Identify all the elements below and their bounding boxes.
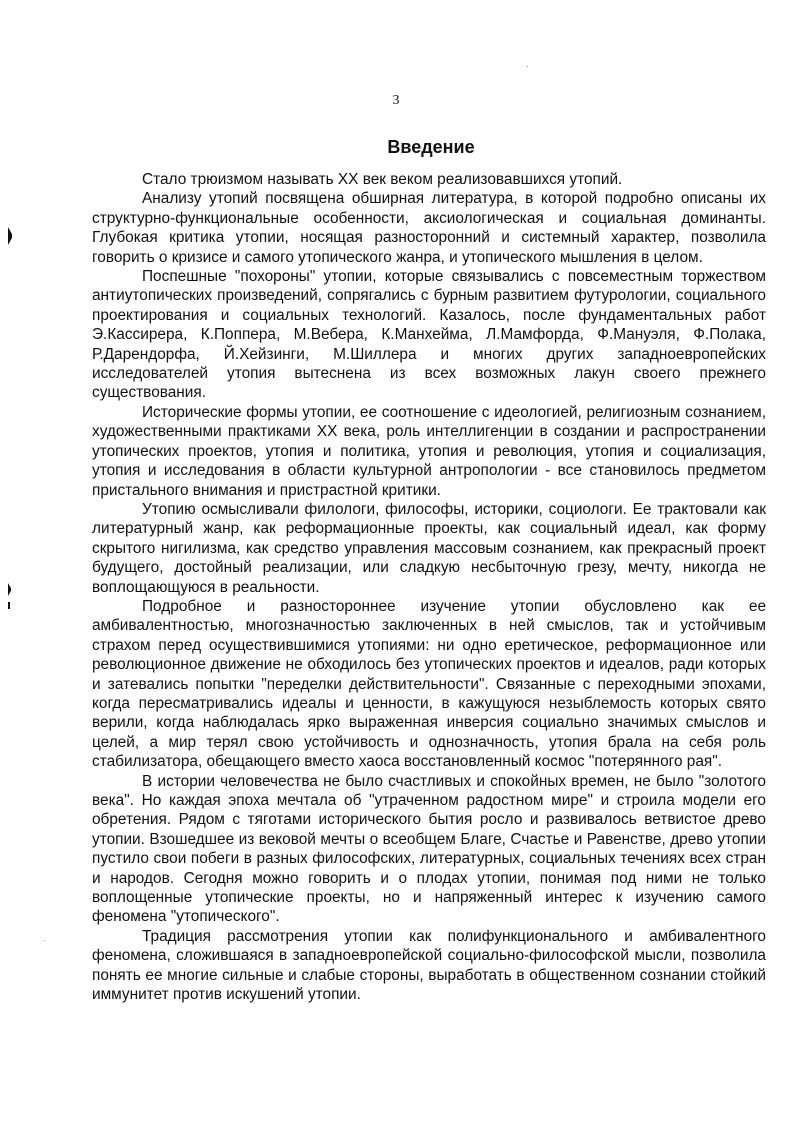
scan-speck bbox=[44, 940, 45, 941]
paragraph: Поспешные "похороны" утопии, которые связывались с повсеместным торжеством антиутопических произведений, сопрягались с бурным развитием футурологии, социального проектирования и социальных технологий. Казалось, после фундаментальных работ Э.Кассирера, К.Поппера, М.Вебера, К.Манхейма, Л.Мамфорда, Ф.Мануэля, Ф.Полака, Р.Дарендорфа, Й.Хейзинги, М.Шиллера и многих других западноевропейских исследователей утопия вытеснена из всех возможных лакун своего прежнего существования. bbox=[92, 268, 766, 402]
body-text bbox=[92, 170, 766, 1004]
paragraph: Стало трюизмом называть XX век веком реализовавшихся утопий. bbox=[142, 171, 623, 188]
page-number: 3 bbox=[392, 93, 400, 108]
paragraph: Традиция рассмотрения утопии как полифункционального и амбивалентного феномена, сложившаяся в западноевропейской социально-философской мысли, позволила понять ее многие сильные и слабые стороны, выработать в общественном сознании стойкий иммунитет против искушений утопии. bbox=[92, 927, 766, 1004]
paragraph: В истории человечества не было счастливых и спокойных времен, не было "золотого века". Но каждая эпоха мечтала об "утраченном радостном мире" и строила модели его обретения. Рядом с тяготами исторического бытия росло и развивалось ветвистое древо утопии. Взошедшее из вековой мечты о всеобщем Благе, Счастье и Равенстве, древо утопии пустило свои побеги в разных философских, литературных, социальных течениях всех стран и народов. Сегодня можно говорить и о плодах утопии, понимая под ними не только воплощенные утопические проекты, но и напряженный интерес к изучению самого феномена "утопического". bbox=[92, 772, 766, 926]
paragraph: Подробное и разностороннее изучение утопии обусловлено как ее амбивалентностью, многозначностью заключенных в ней смыслов, так и устойчивым страхом перед осуществившимися утопиями: ни одно еретическое, реформационное или революционное движение не обходилось без утопических проектов и идеалов, ради которых и затевались попытки "переделки действительности". Связанные с переходными эпохами, когда пересматривались идеалы и ценности, в кажущуюся незыблемость которых свято верили, когда наблюдалась ярко выраженная инверсия социально значимых смыслов и целей, а мир терял свою устойчивость и однозначность, утопия брала на себя роль стабилизатора, обещающего вместо хаоса восстановленный космос "потерянного рая". bbox=[92, 597, 766, 771]
paragraph: Анализу утопий посвящена обширная литература, в которой подробно описаны их структурно-функциональные особенности, аксиологическая и социальная доминанты. Глубокая критика утопии, носящая разносторонний и системный характер, позволила говорить о кризисе и самого утопического жанра, и утопического мышления в целом. bbox=[92, 190, 766, 266]
paragraph: Утопию осмысливали филологи, философы, историки, социологи. Ее трактовали как литературный жанр, как реформационные проекты, как социальный идеал, как форму скрытого нигилизма, как средство управления массовым сознанием, как прекрасный проект будущего, достойный реализации, или сладкую несбыточную грезу, мечту, никогда не воплощающуюся в реальности. bbox=[92, 500, 766, 596]
scan-margin-mark bbox=[8, 602, 10, 609]
scan-margin-mark bbox=[8, 227, 12, 245]
page-title: Введение bbox=[387, 137, 475, 157]
scan-speck bbox=[527, 66, 528, 67]
scan-margin-mark bbox=[8, 583, 11, 596]
paragraph: Исторические формы утопии, ее соотношение с идеологией, религиозным сознанием, художественными практиками XX века, роль интеллигенции в создании и распространении утопических проектов, утопия и политика, утопия и революция, утопия и социализация, утопия и исследования в области культурной антропологии - все становилось предметом пристального внимания и пристрастной критики. bbox=[92, 403, 766, 499]
